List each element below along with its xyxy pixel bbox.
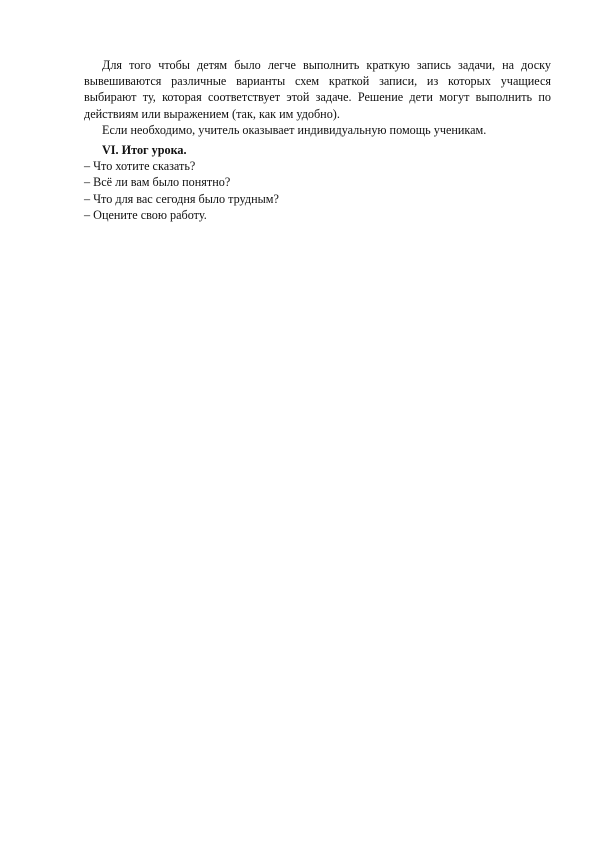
- question-item: – Что для вас сегодня было трудным?: [84, 191, 279, 206]
- question-item: – Всё ли вам было понятно?: [84, 175, 231, 190]
- paragraph-teacher-help: Если необходимо, учитель оказывает индивидуальную помощь ученикам.: [102, 122, 487, 137]
- question-item: – Что хотите сказать?: [84, 159, 196, 174]
- page-content: [84, 57, 551, 223]
- question-item: – Оцените свою работу.: [84, 207, 207, 222]
- section-heading: VI. Итог урока.: [102, 143, 187, 158]
- paragraph-task-instructions: Для того чтобы детям было легче выполнить краткую запись задачи, на доску вывешиваются различные варианты схем краткой записи, из которых учащиеся выбирают ту, которая соответствует этой задаче. Решение дети могут выполнить по действиям или выражением (так, как им удобно).: [84, 58, 551, 121]
